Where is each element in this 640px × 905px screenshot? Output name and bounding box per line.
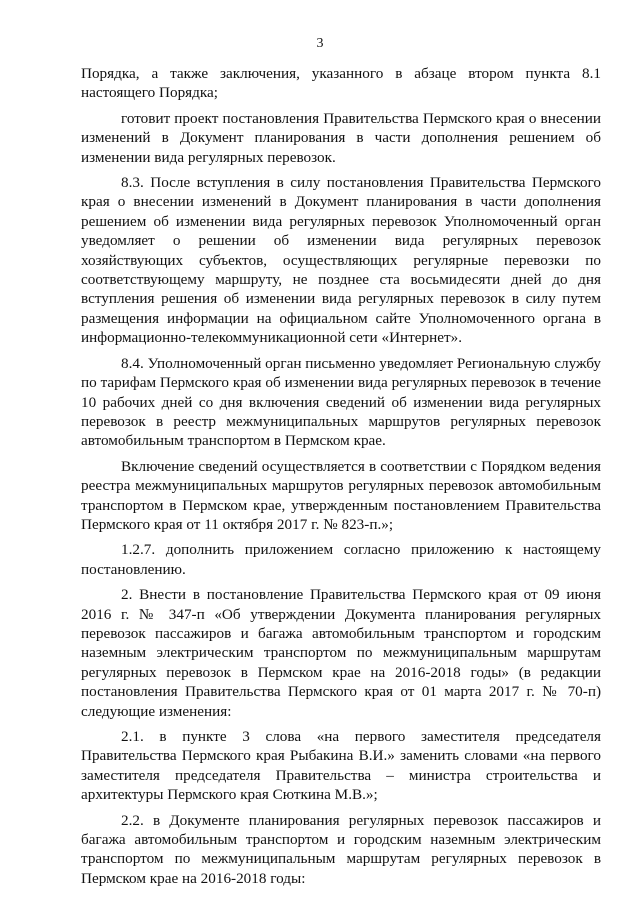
document-body (81, 64, 601, 894)
paragraph-2: 2. Внести в постановление Правительства Пермского края от 09 июня 2016 г. № 347-п «Об утверждении Документа планирования регулярных перевозок пассажиров и багажа автомобильным транспортом и городским наземным электрическим транспортом по межмуниципальным маршрутам регулярных перевозок в Пермском крае на 2016-2018 годы» (в редакции постановления Правительства Пермского края от 01 марта 2017 г. № 70-п) следующие изменения: (81, 586, 601, 720)
paragraph-8-4: 8.4. Уполномоченный орган письменно уведомляет Региональную службу по тарифам Пермского края об изменении вида регулярных перевозок в течение 10 рабочих дней со дня включения сведений об изменении вида регулярных перевозок в реестр межмуниципальных маршрутов регулярных перевозок автомобильным транспортом в Пермском крае. (81, 354, 601, 450)
paragraph-2-2: 2.2. в Документе планирования регулярных перевозок пассажиров и багажа автомобильным транспортом и городским наземным электрическим транспортом по межмуниципальным маршрутам регулярных перевозок в Пермском крае на 2016-2018 годы: (81, 811, 601, 887)
page-number: 3 (316, 36, 324, 51)
paragraph-2-1: 2.1. в пункте 3 слова «на первого заместителя председателя Правительства Пермского края Рыбакина В.И.» заменить словами «на первого заместителя председателя Правительства – министра строительства и архитектуры Пермского края Сюткина М.В.»; (81, 728, 601, 804)
paragraph-1-2-7: 1.2.7. дополнить приложением согласно приложению к настоящему постановлению. (81, 541, 601, 578)
paragraph-continuation: Порядка, а также заключения, указанного в абзаце втором пункта 8.1 настоящего Порядка; (81, 65, 601, 102)
paragraph: готовит проект постановления Правительства Пермского края о внесении изменений в Документ планирования в части дополнения решением об изменении вида регулярных перевозок. (81, 109, 601, 166)
paragraph-8-3: 8.3. После вступления в силу постановления Правительства Пермского края о внесении изменений в Документ планирования в части дополнения решением об изменении вида регулярных перевозок Уполномоченный орган уведомляет о решении об изменении вида регулярных перевозок хозяйствующих субъектов, осуществляющих регулярные перевозки по соответствующему маршруту, не позднее ста восьмидесяти дней до дня вступления решения об изменении вида регулярных перевозок в силу путем размещения информации на официальном сайте Уполномоченного органа в информационно-телекоммуникационной сети «Интернет». (81, 174, 601, 347)
paragraph: Включение сведений осуществляется в соответствии с Порядком ведения реестра межмуниципальных маршрутов регулярных перевозок автомобильным транспортом в Пермском крае, утвержденным постановлением Правительства Пермского края от 11 октября 2017 г. № 823-п.»; (81, 457, 601, 533)
